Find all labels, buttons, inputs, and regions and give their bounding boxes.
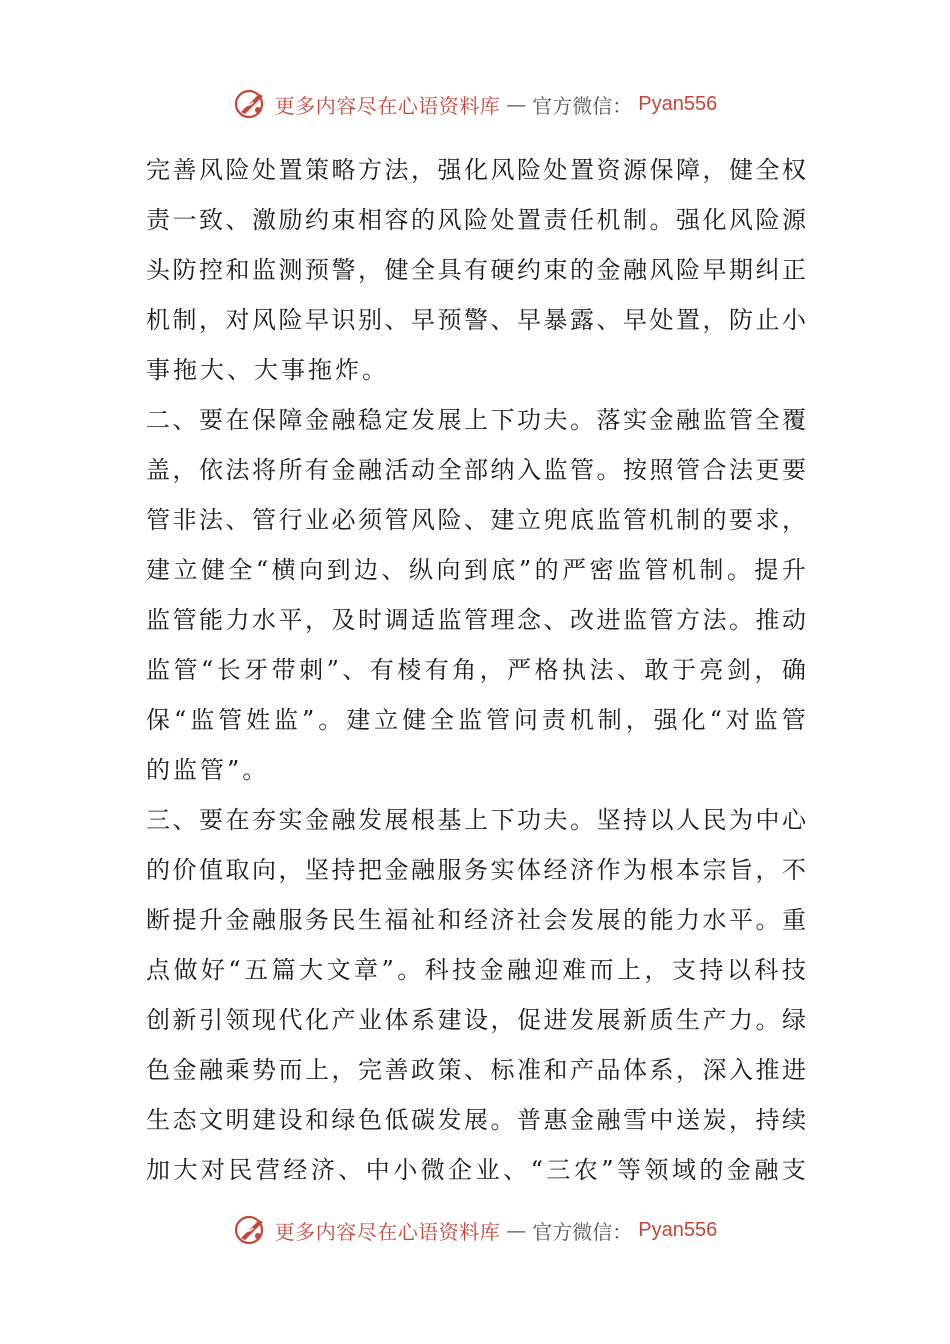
text-line: 加 大 对 民 营 经 济 、 中 小 微 企 业 、 “ 三 农 ” 等 领 域 的 金 融 支 bbox=[146, 1156, 806, 1184]
text-line: 断 提 升 金 融 服 务 民 生 福 祉 和 经 济 社 会 发 展 的 能 力 水 平 。 重 bbox=[146, 906, 806, 934]
text-line: 头 防 控 和 监 测 预 警 ， 健 全 具 有 硬 约 束 的 金 融 风 险 早 期 纠 正 bbox=[146, 256, 806, 284]
text-line: 盖 ， 依 法 将 所 有 金 融 活 动 全 部 纳 入 监 管 。 按 照 管 合 法 更 要 bbox=[146, 456, 806, 484]
text-line: 的 价 值 取 向 ， 坚 持 把 金 融 服 务 实 体 经 济 作 为 根 本 宗 旨 ， 不 bbox=[146, 856, 806, 884]
official-label: 官方微信： bbox=[532, 1219, 633, 1244]
pen-logo-icon bbox=[233, 1212, 269, 1248]
text-line: 点 做 好 “ 五 篇 大 文 章 ” 。 科 技 金 融 迎 难 而 上 ， 支 持 以 科 技 bbox=[146, 956, 806, 984]
text-line: 建 立 健 全 “ 横 向 到 边 、 纵 向 到 底 ” 的 严 密 监 管 机 制 。 提 升 bbox=[146, 556, 806, 584]
text-line: 三 、 要 在 夯 实 金 融 发 展 根 基 上 下 功 夫 。 坚 持 以 人 民 为 中 心 bbox=[146, 806, 806, 834]
footer-banner bbox=[0, 1210, 950, 1250]
text-line: 完 善 风 险 处 置 策 略 方 法 ， 强 化 风 险 处 置 资 源 保 障 ， 健 全 权 bbox=[146, 156, 806, 184]
text-line: 生 态 文 明 建 设 和 绿 色 低 碳 发 展 。 普 惠 金 融 雪 中 送 炭 ， 持 续 bbox=[146, 1106, 806, 1134]
wechat-id: Pyan556 bbox=[638, 92, 718, 115]
site-name: 更多内容尽在心语资料库 bbox=[274, 1219, 501, 1244]
text-line: 保 “ 监 管 姓 监 ” 。 建 立 健 全 监 管 问 责 机 制 ， 强 化 “ 对 监 管 bbox=[146, 706, 806, 734]
banner-dash: — bbox=[506, 92, 527, 116]
site-name: 更多内容尽在心语资料库 bbox=[274, 93, 501, 118]
text-line: 监 管 “ 长 牙 带 刺 ” 、 有 棱 有 角 ， 严 格 执 法 、 敢 于 亮 剑 ， 确 bbox=[146, 656, 806, 684]
text-line: 机 制 ， 对 风 险 早 识 别 、 早 预 警 、 早 暴 露 、 早 处 置 ， 防 止 小 bbox=[146, 306, 806, 334]
banner-dash: — bbox=[506, 1218, 527, 1242]
text-line: 责 一 致 、 激 励 约 束 相 容 的 风 险 处 置 责 任 机 制 。 强 化 风 险 源 bbox=[146, 206, 806, 234]
text-line: 的监管”。 bbox=[146, 756, 270, 784]
text-line: 创 新 引 领 现 代 化 产 业 体 系 建 设 ， 促 进 发 展 新 质 生 产 力 。 绿 bbox=[146, 1006, 806, 1034]
header-banner bbox=[0, 84, 950, 124]
document-body bbox=[146, 145, 806, 1195]
text-line: 监 管 能 力 水 平 ， 及 时 调 适 监 管 理 念 、 改 进 监 管 方 法 。 推 动 bbox=[146, 606, 806, 634]
text-line: 二 、 要 在 保 障 金 融 稳 定 发 展 上 下 功 夫 。 落 实 金 融 监 管 全 覆 bbox=[146, 406, 806, 434]
wechat-id: Pyan556 bbox=[638, 1218, 718, 1241]
pen-logo-icon bbox=[233, 86, 269, 122]
text-line: 色 金 融 乘 势 而 上 ， 完 善 政 策 、 标 准 和 产 品 体 系 ， 深 入 推 进 bbox=[146, 1056, 806, 1084]
text-line: 事拖大、大事拖炸。 bbox=[146, 356, 389, 384]
official-label: 官方微信： bbox=[532, 93, 633, 118]
text-line: 管 非 法 、 管 行 业 必 须 管 风 险 、 建 立 兜 底 监 管 机 制 的 要 求 ， bbox=[146, 506, 806, 534]
